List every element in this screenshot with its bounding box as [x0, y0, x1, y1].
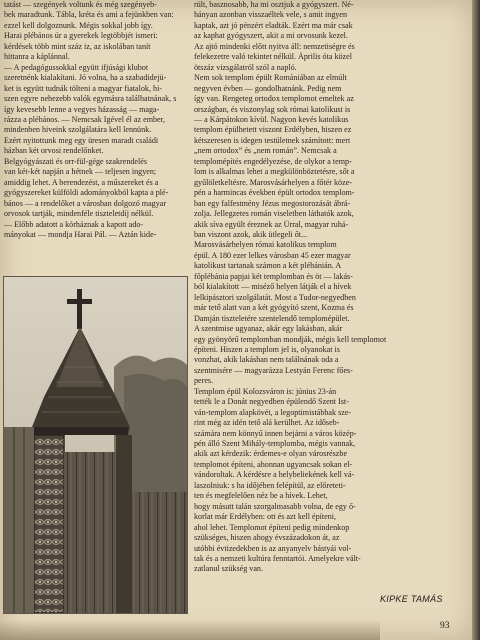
right-column-line: Marosvásárhelyen római katolikus templom	[194, 240, 337, 250]
left-column-line: szeretnénk kialakítani. Jó volna, ha a szabadidejü-	[4, 73, 167, 83]
right-column-line: vonzhat, akik lakásban nem találnának oda a	[194, 355, 339, 365]
bottom-page-shadow	[0, 620, 380, 640]
carved-wooden-gate-photo	[3, 276, 188, 614]
left-column-line: van két-két napján a hétnek — teljesen ingyen;	[4, 167, 157, 177]
right-column-line: kaptak, azt jó pénzért eladták. Ezért ma már csak	[194, 20, 353, 30]
left-column-line: bek maradtunk. Tábla, kréta és ami a fejünkben van:	[4, 10, 174, 20]
right-column-line: kétszeresen is idegen testületnek számított: mert	[194, 135, 351, 145]
page-edge-shadow	[472, 0, 480, 640]
left-column-line: gyógyszereket külföldi adományokból kapta a plé-	[4, 188, 169, 198]
left-column-line: — A pedagógussokkal együtt ifjúsági klubot	[4, 62, 149, 72]
right-column-line: felekezetre való tekintet nélkül. Április óta közel	[194, 52, 352, 62]
right-column-line: korlat már Erdélyben: ott és azt kell építeni,	[194, 512, 337, 522]
left-column-line: házban két orvosi rendelőnket.	[4, 146, 104, 156]
right-column-line: hogy másutt talán szorgalmasabb volna, de egy ő-	[194, 501, 356, 511]
left-column-line: — Előbb adatott a kórháznak a kapott ado-	[4, 219, 144, 229]
right-column-line: hányan azonban visszaéltek vele, s amit ingyen	[194, 10, 348, 20]
right-column-line: pén álló Szent Mihály-templomba, mégis vannak,	[194, 439, 356, 449]
right-column-line: gyűlöletkeltésre. Marosvásárhelyen a főtér köze-	[194, 177, 352, 187]
left-column-line: szen egyre nehezebb valók egymásra találhatnának, s	[4, 94, 177, 104]
left-column-line: hittanra a káplánnal.	[4, 52, 70, 62]
right-column-line: tak és a nemzeti kultúra fenntartói. Amelyekre vált-	[194, 554, 361, 564]
page-number: 93	[440, 621, 450, 631]
right-column-line: lelkipásztori szolgálatát. Most a Tudor-negyedben	[194, 292, 356, 302]
right-column-line: laszolniuk: s ha időjében felépítül, az előreteti-	[194, 480, 346, 490]
left-text-column	[4, 0, 188, 240]
right-column-line: országban, és viszonylag sok római katolikust is	[194, 104, 351, 114]
left-column-line: ezzel kell dolgoznunk. Mégis sokkal jobb így.	[4, 20, 153, 30]
right-column-line: akik síva egyült éreznek az Úrral, magyar ruhá-	[194, 219, 349, 229]
right-column-line: vándoroltak. A kérdésre a helybeliekének kell vá-	[194, 470, 355, 480]
author-byline: KIPKE TAMÁS	[380, 594, 443, 604]
left-column-line: ket is együtt tudnák tölteni a magyar fiatalok, hi-	[4, 83, 163, 93]
right-column-line: egy gyönyörű templomban mondják, mégis kell templomot	[194, 334, 387, 344]
left-column-line: amiddig lehet. A berendezést, a műszereket és a	[4, 177, 159, 187]
right-column-line: már tető alatt van a két gyógyító szent, Kozma és	[194, 303, 354, 313]
left-column-line: Belgyógyászati és orr-fül-gége szakrendelés	[4, 156, 147, 166]
right-column-line: számára nem könnyű innen bejárni a város közép-	[194, 428, 357, 438]
right-column-line: szükséges, hiszen ahogy évszázadokon át, az	[194, 533, 340, 543]
right-column-line: tették le a Donát negyedben épülendő Szent Ist-	[194, 397, 349, 407]
right-column-line: katolikust tartanak számon a két plébánián. A	[194, 261, 342, 271]
right-column-line: Templom épül Kolozsváron is: június 23-án	[194, 386, 337, 396]
right-column-line: az kaphat gyógyszert, akit a mi orvosunk kezel.	[194, 31, 348, 41]
left-column-line: így kevesebb lenne a vegyes házasság — maga-	[4, 104, 160, 114]
right-column-line: főplébánia papjai két templomban és öt — lakás-	[194, 271, 353, 281]
left-column-line: orvosok tartják, mindenféle tiszteletdíj nélkül.	[4, 209, 154, 219]
right-column-line: templom épülhetett viszont Erdélyben, hiszen ez	[194, 125, 352, 135]
right-column-line: templomépítés engedélyezése, de olykor a temp-	[194, 156, 352, 166]
right-column-line: Az ajtó mindenki előtt nyitva áll: nemzetiségre és	[194, 41, 355, 51]
right-column-line: templomot építeni, ahonnan ugyancsak sokan el-	[194, 459, 353, 469]
right-column-line: Nem sok templom épült Romániában az elmúlt	[194, 73, 347, 83]
right-column-line: rint még az idén tető alá kerülhet. Az időseb-	[194, 418, 340, 428]
left-column-line: Harai plébános úr a gyerekek legtöbbjét ismeri:	[4, 31, 158, 41]
right-column-line: ahol lehet. Templomot építeni pedig mindenkop	[194, 522, 350, 532]
right-column-line: Damján tiszteletére szentelendő templomépület.	[194, 313, 350, 323]
right-column-line: ván-templom alapkövét, a legoptimistábbak sze-	[194, 407, 352, 417]
right-column-line: akik azt kérdezik: érdemes-e olyan városrészbe	[194, 449, 348, 459]
right-column-line: ban viszont azok, akik ütlegeli őt...	[194, 229, 308, 239]
right-text-column	[194, 0, 470, 575]
right-column-line: negyven évben — gondolhatnánk. Pedig nem	[194, 83, 342, 93]
left-column-line: mányokat — mondja Harai Pál. — Aztán kide-	[4, 229, 157, 239]
gate-photo-drawing	[4, 277, 187, 613]
left-column-line: kérdések több mint száz iz, az iskolában tanít	[4, 41, 151, 51]
left-column-line: mindenben hiveink szolgálatára kell lennünk.	[4, 125, 152, 135]
left-column-line: bános — a rendelőket a városban dolgozó magyar	[4, 198, 167, 208]
right-column-line: rült, basznosabb, ha mi osztjuk a gyógyszert. Né-	[194, 0, 354, 9]
right-column-line: ten és megfelelően néz be a hívek. Lehet,	[194, 491, 328, 501]
left-column-line: tatást — szegények voltunk és még szegényeb-	[4, 0, 157, 9]
right-column-line: zolja. Jellegzetes román viseletben láthatók azok,	[194, 209, 354, 219]
right-column-line: így van. Rengeteg ortodox templomot emeltek az	[194, 94, 354, 104]
right-column-line: zatlanul szükség van.	[194, 564, 263, 574]
right-column-line: peres.	[194, 376, 214, 386]
right-column-line: építeni. Hiszen a templom jel is, olyanokat is	[194, 344, 340, 354]
left-column-line: rázza a plébános. — Nemcsak Igével él az ember,	[4, 114, 166, 124]
right-column-line: „nem ortodox” és „nem román”. Nemcsak a	[194, 146, 337, 156]
right-column-line: lom is alkalmas lehet a megkülönböztetésre, sőt a	[194, 167, 355, 177]
right-column-line: — a Kárpátokon kívül. Nagyon kevés katolikus	[194, 114, 349, 124]
right-column-line: épül. A 180 ezer lelkes városban 45 ezer magyar	[194, 250, 351, 260]
right-column-line: ban egy falfestmény Jézus megostorozását ábrá-	[194, 198, 351, 208]
right-column-line: ból kialakított — miséző helyen látják el a hívek	[194, 282, 352, 292]
right-column-line: szentmisére — magyarázza Lestyán Ferenc főes-	[194, 365, 353, 375]
right-column-line: utóbbi évtizedekben is az anyanyelv bástyái vol-	[194, 543, 352, 553]
right-column-line: ötszáz vizsgálatról szól a napló.	[194, 62, 297, 72]
left-column-line: Ezért nyitottunk meg egy üresen maradt családi	[4, 135, 159, 145]
right-column-line: pén a harmincas években épült ortodox templom-	[194, 188, 355, 198]
right-column-line: A szentmise ugyanaz, akár egy lakásban, akár	[194, 324, 343, 334]
